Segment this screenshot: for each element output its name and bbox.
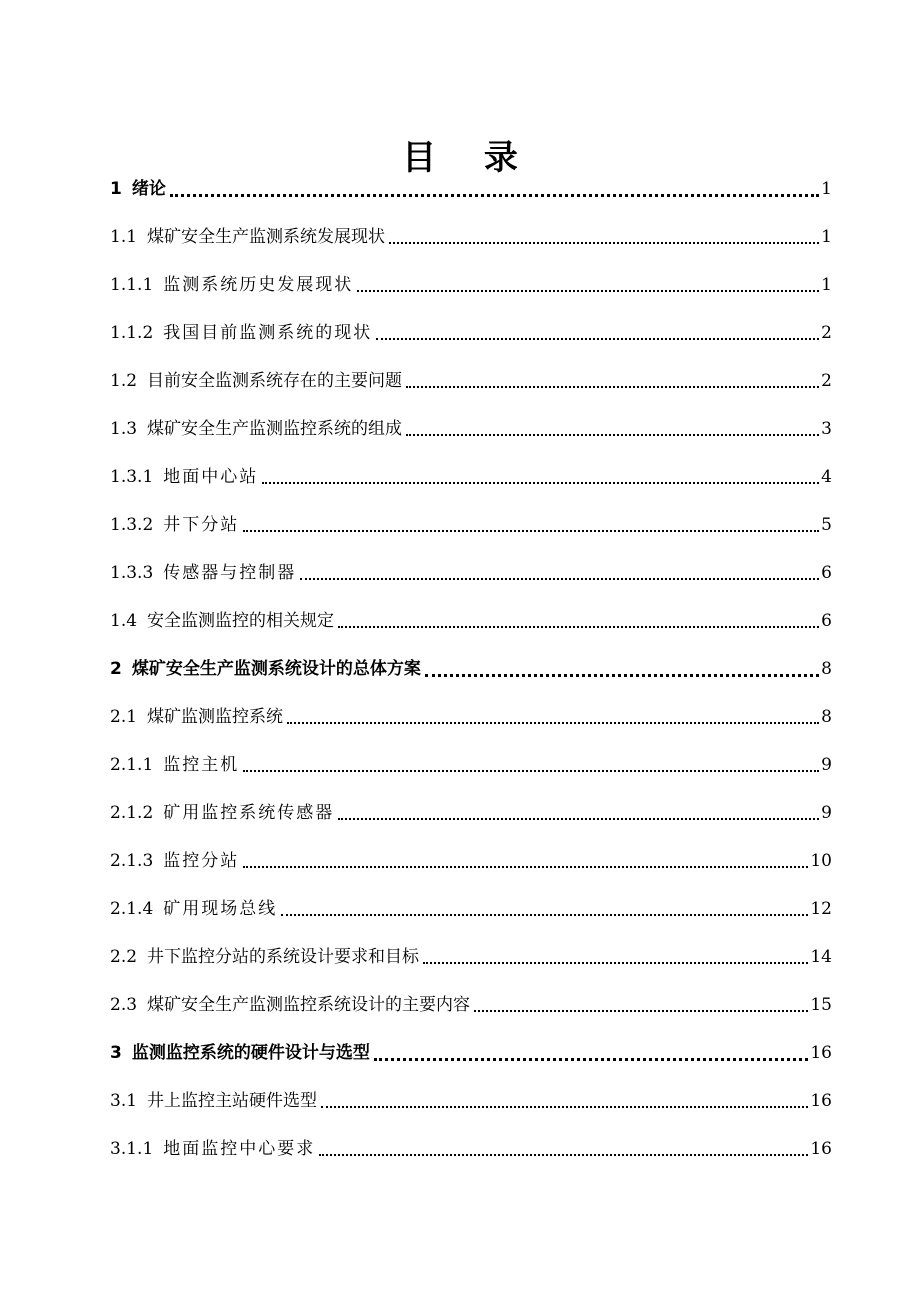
dot-leader (287, 720, 819, 724)
toc-entry[interactable] (110, 352, 832, 400)
toc-entry[interactable] (110, 592, 832, 640)
toc-entry-number: 1.1 (110, 227, 138, 247)
toc-entry-page-number: 9 (821, 803, 832, 823)
toc-entry[interactable] (110, 976, 832, 1024)
toc-entry-title: 煤矿安全生产监测系统发展现状 (147, 227, 386, 247)
toc-entry-number: 3.1.1 (110, 1139, 154, 1159)
toc-entry-number: 3.1 (110, 1091, 138, 1111)
toc-entry[interactable] (110, 208, 832, 256)
toc-entry[interactable] (110, 400, 832, 448)
toc-entry[interactable] (110, 448, 832, 496)
toc-entry-number: 2.1.2 (110, 803, 154, 823)
dot-leader (357, 288, 819, 292)
toc-entry[interactable] (110, 544, 832, 592)
toc-entry-page-number: 10 (810, 851, 832, 871)
toc-entry[interactable] (110, 304, 832, 352)
dot-leader (262, 480, 819, 484)
toc-entry-title: 监控分站 (163, 851, 240, 871)
toc-entry-title: 井上监控主站硬件选型 (147, 1091, 318, 1111)
toc-entry-page-number: 2 (821, 323, 832, 343)
toc-entry-title: 煤矿监测监控系统 (147, 707, 284, 727)
toc-entry-page-number: 6 (821, 611, 832, 631)
toc-entry-page-number: 2 (821, 371, 832, 391)
dot-leader (376, 336, 819, 340)
dot-leader (425, 672, 819, 677)
toc-entry-title: 地面监控中心要求 (163, 1139, 316, 1159)
toc-entry-number: 2.1.1 (110, 755, 154, 775)
toc-entry-page-number: 9 (821, 755, 832, 775)
toc-entry-number: 2.1 (110, 707, 138, 727)
toc-entry-title: 矿用监控系统传感器 (163, 803, 335, 823)
toc-entry[interactable] (110, 688, 832, 736)
toc-entry-title: 井下分站 (163, 515, 240, 535)
dot-leader (423, 960, 808, 964)
toc-entry-title: 煤矿安全生产监测系统设计的总体方案 (131, 659, 421, 679)
toc-entry[interactable] (110, 928, 832, 976)
toc-entry-title: 安全监测监控的相关规定 (147, 611, 335, 631)
dot-leader (170, 192, 819, 197)
dot-leader (338, 624, 819, 628)
dot-leader (389, 240, 819, 244)
toc-entry-number: 2.3 (110, 995, 138, 1015)
toc-entry-number: 1.1.1 (110, 275, 154, 295)
toc-entry-title: 监控主机 (163, 755, 240, 775)
toc-entry-number: 2 (110, 659, 122, 679)
toc-entry[interactable] (110, 1024, 832, 1072)
dot-leader (243, 864, 808, 868)
toc-entry[interactable] (110, 496, 832, 544)
dot-leader (474, 1008, 808, 1012)
dot-leader (319, 1152, 808, 1156)
toc-entry[interactable] (110, 736, 832, 784)
toc-entry-number: 1.3.1 (110, 467, 154, 487)
dot-leader (243, 768, 819, 772)
toc-entry-page-number: 16 (810, 1139, 832, 1159)
toc-entry-title: 目前安全监测系统存在的主要问题 (147, 371, 403, 391)
toc-entry-number: 1.4 (110, 611, 138, 631)
toc-entry[interactable] (110, 640, 832, 688)
toc-entry-title: 地面中心站 (163, 467, 259, 487)
toc-entry-title: 监测监控系统的硬件设计与选型 (131, 1043, 370, 1063)
toc-entry-page-number: 6 (821, 563, 832, 583)
toc-entry-number: 2.1.3 (110, 851, 154, 871)
toc-entry-page-number: 12 (810, 899, 832, 919)
dot-leader (281, 912, 808, 916)
dot-leader (338, 816, 819, 820)
toc-entry[interactable] (110, 256, 832, 304)
page-title: 目 录 (402, 137, 536, 178)
table-of-contents (110, 160, 832, 1168)
toc-entry-page-number: 4 (821, 467, 832, 487)
toc-entry-number: 1.2 (110, 371, 138, 391)
dot-leader (321, 1104, 808, 1108)
toc-entry[interactable] (110, 832, 832, 880)
toc-entry-page-number: 16 (810, 1043, 832, 1063)
toc-entry-title: 我国目前监测系统的现状 (163, 323, 373, 343)
toc-entry-page-number: 1 (821, 227, 832, 247)
toc-entry-page-number: 8 (821, 659, 832, 679)
toc-entry[interactable] (110, 1120, 832, 1168)
toc-entry-title: 矿用现场总线 (163, 899, 278, 919)
dot-leader (300, 576, 819, 580)
toc-entry-number: 1.3.3 (110, 563, 154, 583)
toc-entry-number: 1.3 (110, 419, 138, 439)
toc-entry-page-number: 15 (810, 995, 832, 1015)
toc-entry-page-number: 14 (810, 947, 832, 967)
dot-leader (406, 432, 819, 436)
toc-entry-title: 煤矿安全生产监测监控系统设计的主要内容 (147, 995, 471, 1015)
toc-entry-title: 传感器与控制器 (163, 563, 297, 583)
toc-entry[interactable] (110, 880, 832, 928)
toc-entry-number: 1 (110, 179, 122, 199)
toc-entry[interactable] (110, 1072, 832, 1120)
dot-leader (243, 528, 819, 532)
toc-entry-number: 3 (110, 1043, 122, 1063)
toc-entry-number: 1.1.2 (110, 323, 154, 343)
toc-entry-page-number: 1 (821, 275, 832, 295)
toc-entry-title: 井下监控分站的系统设计要求和目标 (147, 947, 420, 967)
dot-leader (406, 384, 819, 388)
toc-entry-number: 1.3.2 (110, 515, 154, 535)
toc-entry-title: 绪论 (131, 179, 166, 199)
toc-entry-page-number: 8 (821, 707, 832, 727)
toc-entry-page-number: 3 (821, 419, 832, 439)
toc-entry-page-number: 5 (821, 515, 832, 535)
toc-entry[interactable] (110, 784, 832, 832)
dot-leader (374, 1056, 809, 1061)
toc-entry[interactable] (110, 160, 832, 208)
toc-entry-number: 2.2 (110, 947, 138, 967)
toc-entry-number: 2.1.4 (110, 899, 154, 919)
toc-entry-page-number: 16 (810, 1091, 832, 1111)
toc-entry-page-number: 1 (821, 179, 832, 199)
toc-entry-title: 监测系统历史发展现状 (163, 275, 354, 295)
toc-entry-title: 煤矿安全生产监测监控系统的组成 (147, 419, 403, 439)
